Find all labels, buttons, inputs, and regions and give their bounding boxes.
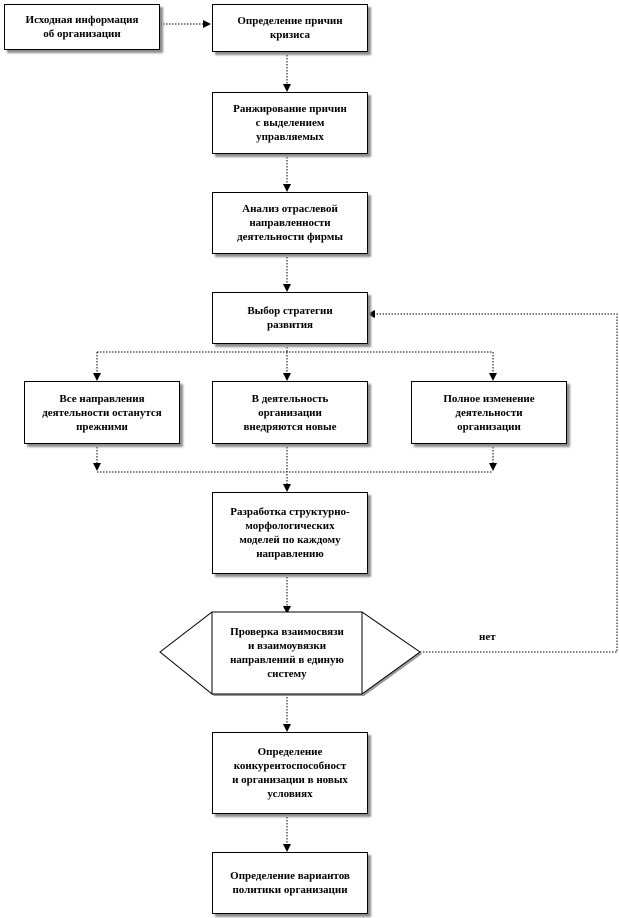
competitiveness-text: Определение конкурентоспособност и организации в новых условиях bbox=[232, 746, 348, 800]
source-info-text: Исходная информация об организации bbox=[25, 14, 139, 40]
models-text: Разработка структурно- морфологических моделей по каждому направлению bbox=[230, 506, 350, 560]
source-info-box bbox=[4, 4, 160, 50]
option-center-text: В деятельность организации внедряются новые bbox=[243, 392, 337, 433]
option-left-text: Все направления деятельности останутся прежними bbox=[42, 392, 162, 433]
competitiveness-box bbox=[212, 732, 368, 814]
strategy-choice-box bbox=[212, 292, 368, 344]
decision-check-text: Проверка взаимосвязи и взаимоувязки направлений в единую систему bbox=[230, 626, 344, 680]
option-right-box bbox=[411, 381, 567, 444]
ranking-text: Ранжирование причин с выделением управляемых bbox=[233, 103, 347, 143]
no-label: нет bbox=[479, 631, 496, 643]
crisis-cause-box bbox=[212, 4, 368, 52]
industry-analysis-text: Анализ отраслевой направленности деятельности фирмы bbox=[237, 203, 343, 243]
policy-box bbox=[212, 852, 368, 914]
policy-text: Определение вариантов политики организации bbox=[230, 870, 350, 896]
crisis-cause-text: Определение причин кризиса bbox=[237, 15, 343, 41]
ranking-box bbox=[212, 92, 368, 154]
industry-analysis-box bbox=[212, 192, 368, 254]
option-center-box bbox=[212, 381, 368, 444]
option-right-text: Полное изменение деятельности организации bbox=[443, 392, 535, 433]
models-box bbox=[212, 492, 368, 574]
option-left-box bbox=[24, 381, 180, 444]
strategy-choice-text: Выбор стратегии развития bbox=[247, 305, 333, 331]
